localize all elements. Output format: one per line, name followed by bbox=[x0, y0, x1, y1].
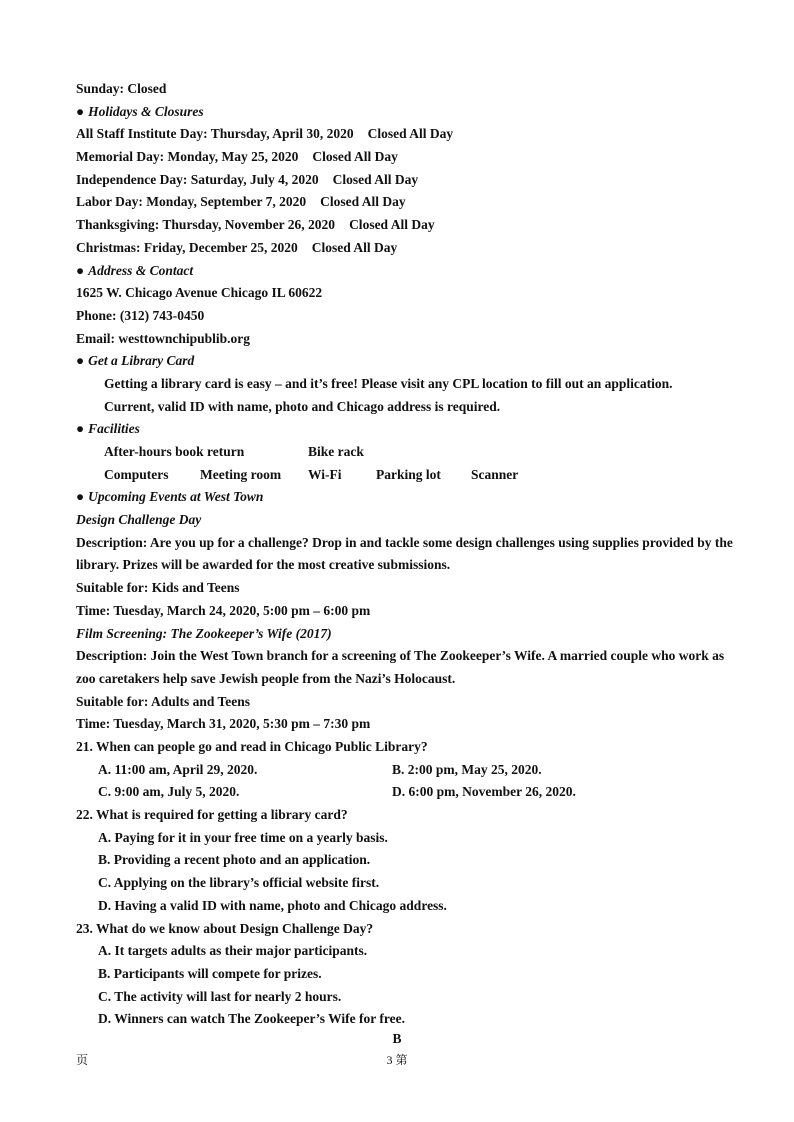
holiday-item: Memorial Day: Monday, May 25, 2020 Closed All Day bbox=[76, 149, 398, 165]
section-heading-holidays: ● Holidays & Closures bbox=[76, 103, 204, 119]
section-heading-contact: ● Address & Contact bbox=[76, 262, 194, 278]
bullet-icon: ● bbox=[76, 353, 85, 369]
question-options-row bbox=[76, 781, 736, 804]
event-description: Description: Join the West Town branch for a screening of The Zookeeper’s Wife. A married couple who work as zoo caretakers help save Jewish people from the Nazi’s Holocaust. bbox=[76, 648, 725, 686]
bullet-icon: ● bbox=[76, 103, 85, 119]
question-stem: 21. When can people go and read in Chicago Public Library? bbox=[76, 739, 428, 754]
option: A. It targets adults as their major participants. bbox=[98, 943, 368, 959]
bullet-icon: ● bbox=[76, 489, 85, 505]
event-time: Time: Tuesday, March 31, 2020, 5:30 pm – 7:30 pm bbox=[76, 716, 371, 732]
facility-item: Bike rack bbox=[308, 444, 364, 459]
facility-item: Meeting room bbox=[200, 466, 282, 482]
facility-item: Computers bbox=[104, 466, 169, 482]
contact-phone: Phone: (312) 743-0450 bbox=[76, 307, 205, 323]
option: A. 11:00 am, April 29, 2020. bbox=[98, 761, 258, 777]
option: B. 2:00 pm, May 25, 2020. bbox=[392, 761, 542, 777]
holiday-item: Thanksgiving: Thursday, November 26, 2020 Closed All Day bbox=[76, 217, 435, 233]
holiday-item: All Staff Institute Day: Thursday, April 30, 2020 Closed All Day bbox=[76, 126, 454, 142]
facility-item: Wi-Fi bbox=[308, 466, 342, 482]
event-suitable: Suitable for: Kids and Teens bbox=[76, 580, 240, 596]
library-card-text: Getting a library card is easy – and it’s free! Please visit any CPL location to fill out an application. bbox=[104, 375, 673, 391]
section-heading-events: ● Upcoming Events at West Town bbox=[76, 489, 264, 505]
option: C. The activity will last for nearly 2 hours. bbox=[98, 988, 342, 1004]
facilities-row bbox=[76, 441, 736, 464]
event-description: Description: Are you up for a challenge? Drop in and tackle some design challenges using supplies provided by the library. Prizes will be awarded for the most creative submissions. bbox=[76, 534, 733, 573]
option: C. Applying on the library’s official website first. bbox=[98, 875, 380, 891]
option: A. Paying for it in your free time on a yearly basis. bbox=[98, 829, 388, 845]
facility-item: Parking lot bbox=[376, 466, 441, 482]
contact-address: 1625 W. Chicago Avenue Chicago IL 60622 bbox=[76, 285, 323, 301]
section-heading-library-card: ● Get a Library Card bbox=[76, 353, 195, 369]
question-stem: 22. What is required for getting a library card? bbox=[76, 807, 348, 823]
option: D. 6:00 pm, November 26, 2020. bbox=[392, 784, 576, 800]
question-stem: 23. What do we know about Design Challenge Day? bbox=[76, 920, 374, 936]
event-suitable: Suitable for: Adults and Teens bbox=[76, 693, 251, 709]
option: C. 9:00 am, July 5, 2020. bbox=[98, 784, 240, 800]
event-title: Film Screening: The Zookeeper’s Wife (2017) bbox=[76, 625, 332, 641]
option: D. Winners can watch The Zookeeper’s Wife for free. bbox=[98, 1011, 405, 1027]
bullet-icon: ● bbox=[76, 262, 85, 278]
facilities-row bbox=[76, 464, 736, 487]
holiday-item: Christmas: Friday, December 25, 2020 Closed All Day bbox=[76, 239, 398, 255]
library-card-requirement: Current, valid ID with name, photo and Chicago address is required. bbox=[104, 398, 501, 414]
holiday-item: Independence Day: Saturday, July 4, 2020 Closed All Day bbox=[76, 171, 419, 187]
page-number: 3 第 bbox=[386, 1053, 408, 1067]
event-title: Design Challenge Day bbox=[76, 512, 202, 528]
document-content bbox=[76, 78, 736, 1031]
section-heading-facilities: ● Facilities bbox=[76, 421, 140, 437]
question-options-row bbox=[76, 759, 736, 782]
facility-item: Scanner bbox=[471, 466, 519, 482]
hours-sunday: Sunday: Closed bbox=[76, 81, 167, 96]
event-time: Time: Tuesday, March 24, 2020, 5:00 pm – 6:00 pm bbox=[76, 602, 371, 618]
option: B. Participants will compete for prizes. bbox=[98, 965, 322, 981]
facility-item: After-hours book return bbox=[104, 444, 245, 459]
option: D. Having a valid ID with name, photo and Chicago address. bbox=[98, 897, 447, 913]
option: B. Providing a recent photo and an application. bbox=[98, 852, 371, 868]
footer-left-text: 页 bbox=[76, 1053, 89, 1067]
bullet-icon: ● bbox=[76, 421, 85, 437]
section-label-b: B bbox=[392, 1031, 402, 1046]
contact-email: Email: westtownchipublib.org bbox=[76, 330, 251, 346]
holiday-item: Labor Day: Monday, September 7, 2020 Closed All Day bbox=[76, 194, 406, 210]
